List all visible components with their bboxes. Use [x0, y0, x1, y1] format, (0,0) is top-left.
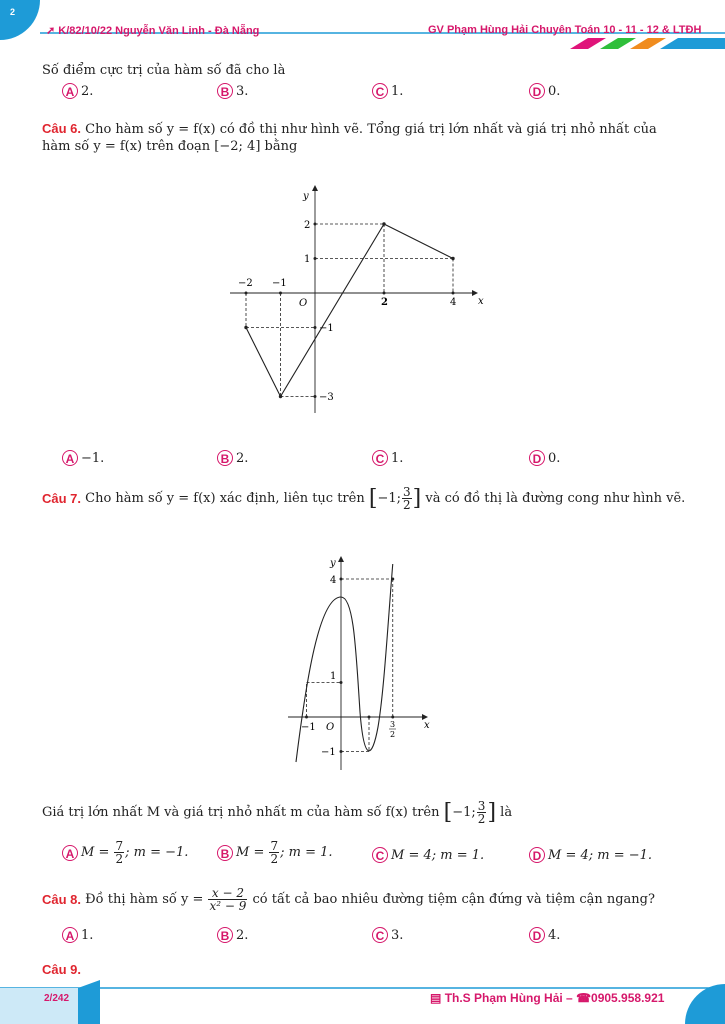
- q8-frac: [208, 887, 247, 912]
- q7-graph: [284, 552, 434, 774]
- q7-interval-left: −1;: [377, 490, 401, 506]
- frac-num: 7: [270, 839, 279, 853]
- q7-ytick: 4: [330, 575, 337, 586]
- frac-den: x² − 9: [209, 899, 247, 913]
- option-badge: D: [529, 83, 545, 99]
- option-badge: A: [62, 845, 78, 861]
- q7-y-arrow-icon: [338, 556, 344, 562]
- q7-interval-frac: [402, 486, 412, 511]
- q7-option-a: [62, 840, 188, 865]
- q7-xtick-den: 2: [390, 730, 396, 739]
- option-badge: D: [529, 927, 545, 943]
- footer-phone: 0905.958.921: [591, 991, 665, 1005]
- q7-option-c: [372, 847, 484, 863]
- q6-xtick: −2: [238, 278, 253, 289]
- option-badge: B: [217, 927, 233, 943]
- option-text: 0.: [548, 450, 561, 466]
- bracket-open: [: [368, 485, 378, 511]
- q5-option-b: [217, 83, 248, 99]
- q7-xtick-num: 3: [390, 720, 396, 729]
- q7-question: [42, 800, 512, 825]
- q6-line2: hàm số y = f(x) trên đoạn [−2; 4] bằng: [42, 139, 298, 154]
- option-text: M =: [236, 845, 265, 860]
- q7-question-after: là: [500, 804, 513, 820]
- q7-text-before: Cho hàm số y = f(x) xác định, liên tục trên: [85, 490, 365, 506]
- phone-icon: ☎: [576, 991, 592, 1005]
- option-text: M = 4; m = −1.: [548, 847, 653, 863]
- q6-graph-curve: [246, 224, 453, 397]
- q9-label: Câu 9.: [42, 962, 82, 977]
- option-badge: C: [372, 83, 388, 99]
- q6-y-label: y: [303, 191, 309, 202]
- option-text: 1.: [391, 83, 404, 99]
- option-text: 2.: [81, 83, 94, 99]
- option-text: 3.: [236, 83, 249, 99]
- q6-xtick: −1: [272, 278, 287, 289]
- q6-line1: [42, 120, 682, 139]
- option-text: 3.: [391, 927, 404, 943]
- q6-ytick: 2: [304, 220, 311, 231]
- frac-den: 2: [115, 852, 124, 866]
- option-text: 2.: [236, 450, 249, 466]
- q7-question-before: Giá trị lớn nhất M và giá trị nhỏ nhất m của hàm số f(x) trên: [42, 804, 440, 820]
- option-text: ; m = −1.: [125, 845, 189, 860]
- option-text: 1.: [81, 927, 94, 943]
- option-badge: B: [217, 845, 233, 861]
- q7-option-d: [529, 847, 652, 863]
- bracket-close: ]: [487, 799, 497, 825]
- q7-xtick: −1: [301, 722, 316, 733]
- option-text: M =: [81, 845, 110, 860]
- q8-option-d: [529, 927, 560, 943]
- option-badge: A: [62, 83, 78, 99]
- frac-num: 7: [115, 839, 124, 853]
- option-text: M = 4; m = 1.: [391, 847, 485, 863]
- q6-line1-text: Cho hàm số y = f(x) có đồ thị như hình vẽ. Tổng giá trị lớn nhất và giá trị nhỏ nhất của: [85, 122, 657, 137]
- page-number: 2: [10, 7, 16, 17]
- q7-interval-frac: [477, 800, 487, 825]
- option-text: 4.: [548, 927, 561, 943]
- footer-separator: –: [566, 991, 573, 1005]
- option-badge: B: [217, 83, 233, 99]
- q8-line: [42, 887, 655, 912]
- q7-y-label: y: [330, 558, 336, 569]
- q8-text-before: Đồ thị hàm số y =: [85, 891, 204, 907]
- q7-label: Câu 7.: [42, 490, 82, 506]
- footer-contact: [430, 991, 664, 1005]
- frac-num: 3: [477, 799, 486, 813]
- option-badge: B: [217, 450, 233, 466]
- option-frac: [114, 840, 124, 865]
- option-text: 2.: [236, 927, 249, 943]
- frac-den: 2: [477, 812, 486, 826]
- header-address-text: K/82/10/22 Nguyễn Văn Linh - Đà Nẵng: [58, 25, 260, 37]
- frac-num: x − 2: [208, 887, 247, 900]
- bracket-open: [: [443, 799, 453, 825]
- q6-graph: [226, 183, 486, 418]
- header-teacher: GV Phạm Hùng Hải Chuyên Toán 10 - 11 - 12 & LTĐH: [428, 24, 702, 36]
- option-text: 0.: [548, 83, 561, 99]
- q6-xtick: 4: [450, 297, 457, 308]
- q5-option-c: [372, 83, 403, 99]
- frac-num: 3: [403, 485, 411, 499]
- q8-option-b: [217, 927, 248, 943]
- q6-y-arrow-icon: [312, 185, 318, 191]
- q6-option-a: [62, 450, 104, 466]
- option-badge: C: [372, 450, 388, 466]
- document-icon: ▤: [430, 991, 442, 1005]
- q7-origin-label: O: [326, 722, 335, 733]
- bracket-close: ]: [412, 485, 422, 511]
- q6-ytick: −3: [319, 392, 334, 403]
- q6-ytick: −1: [319, 323, 334, 334]
- q6-origin-label: O: [299, 298, 308, 309]
- option-text: ; m = 1.: [280, 845, 333, 860]
- q7-line: [42, 486, 692, 511]
- option-frac: [269, 840, 279, 865]
- q8-text-after: có tất cả bao nhiêu đường tiệm cận đứng và tiệm cận ngang?: [252, 891, 655, 907]
- q6-ytick: 1: [304, 254, 311, 265]
- q7-text-after: và có đồ thị là đường cong như hình vẽ.: [425, 490, 686, 506]
- location-arrow-icon: ➚: [46, 25, 56, 37]
- q7-interval-left: −1;: [452, 804, 476, 820]
- q6-option-c: [372, 450, 403, 466]
- q7-ytick: 1: [330, 671, 337, 682]
- q5-text: Số điểm cực trị của hàm số đã cho là: [42, 63, 286, 78]
- q6-xtick: 2: [381, 297, 388, 308]
- option-badge: A: [62, 450, 78, 466]
- footer-page: 2/242: [44, 993, 70, 1004]
- q7-option-b: [217, 840, 333, 865]
- option-text: −1.: [81, 450, 105, 466]
- option-badge: D: [529, 450, 545, 466]
- q7-ytick: −1: [321, 747, 336, 758]
- frac-den: 2: [403, 498, 411, 512]
- frac-den: 2: [270, 852, 279, 866]
- q8-option-a: [62, 927, 93, 943]
- option-badge: D: [529, 847, 545, 863]
- option-badge: A: [62, 927, 78, 943]
- header-address: [46, 24, 259, 37]
- q6-label: Câu 6.: [42, 121, 82, 136]
- q8-label: Câu 8.: [42, 891, 82, 907]
- q5-option-d: [529, 83, 560, 99]
- q6-option-d: [529, 450, 560, 466]
- q6-x-label: x: [478, 296, 484, 307]
- q6-option-b: [217, 450, 248, 466]
- footer-author: Th.S Phạm Hùng Hải: [444, 991, 563, 1005]
- option-text: 1.: [391, 450, 404, 466]
- option-badge: C: [372, 927, 388, 943]
- q8-option-c: [372, 927, 403, 943]
- q7-x-label: x: [424, 720, 430, 731]
- option-badge: C: [372, 847, 388, 863]
- q5-option-a: [62, 83, 93, 99]
